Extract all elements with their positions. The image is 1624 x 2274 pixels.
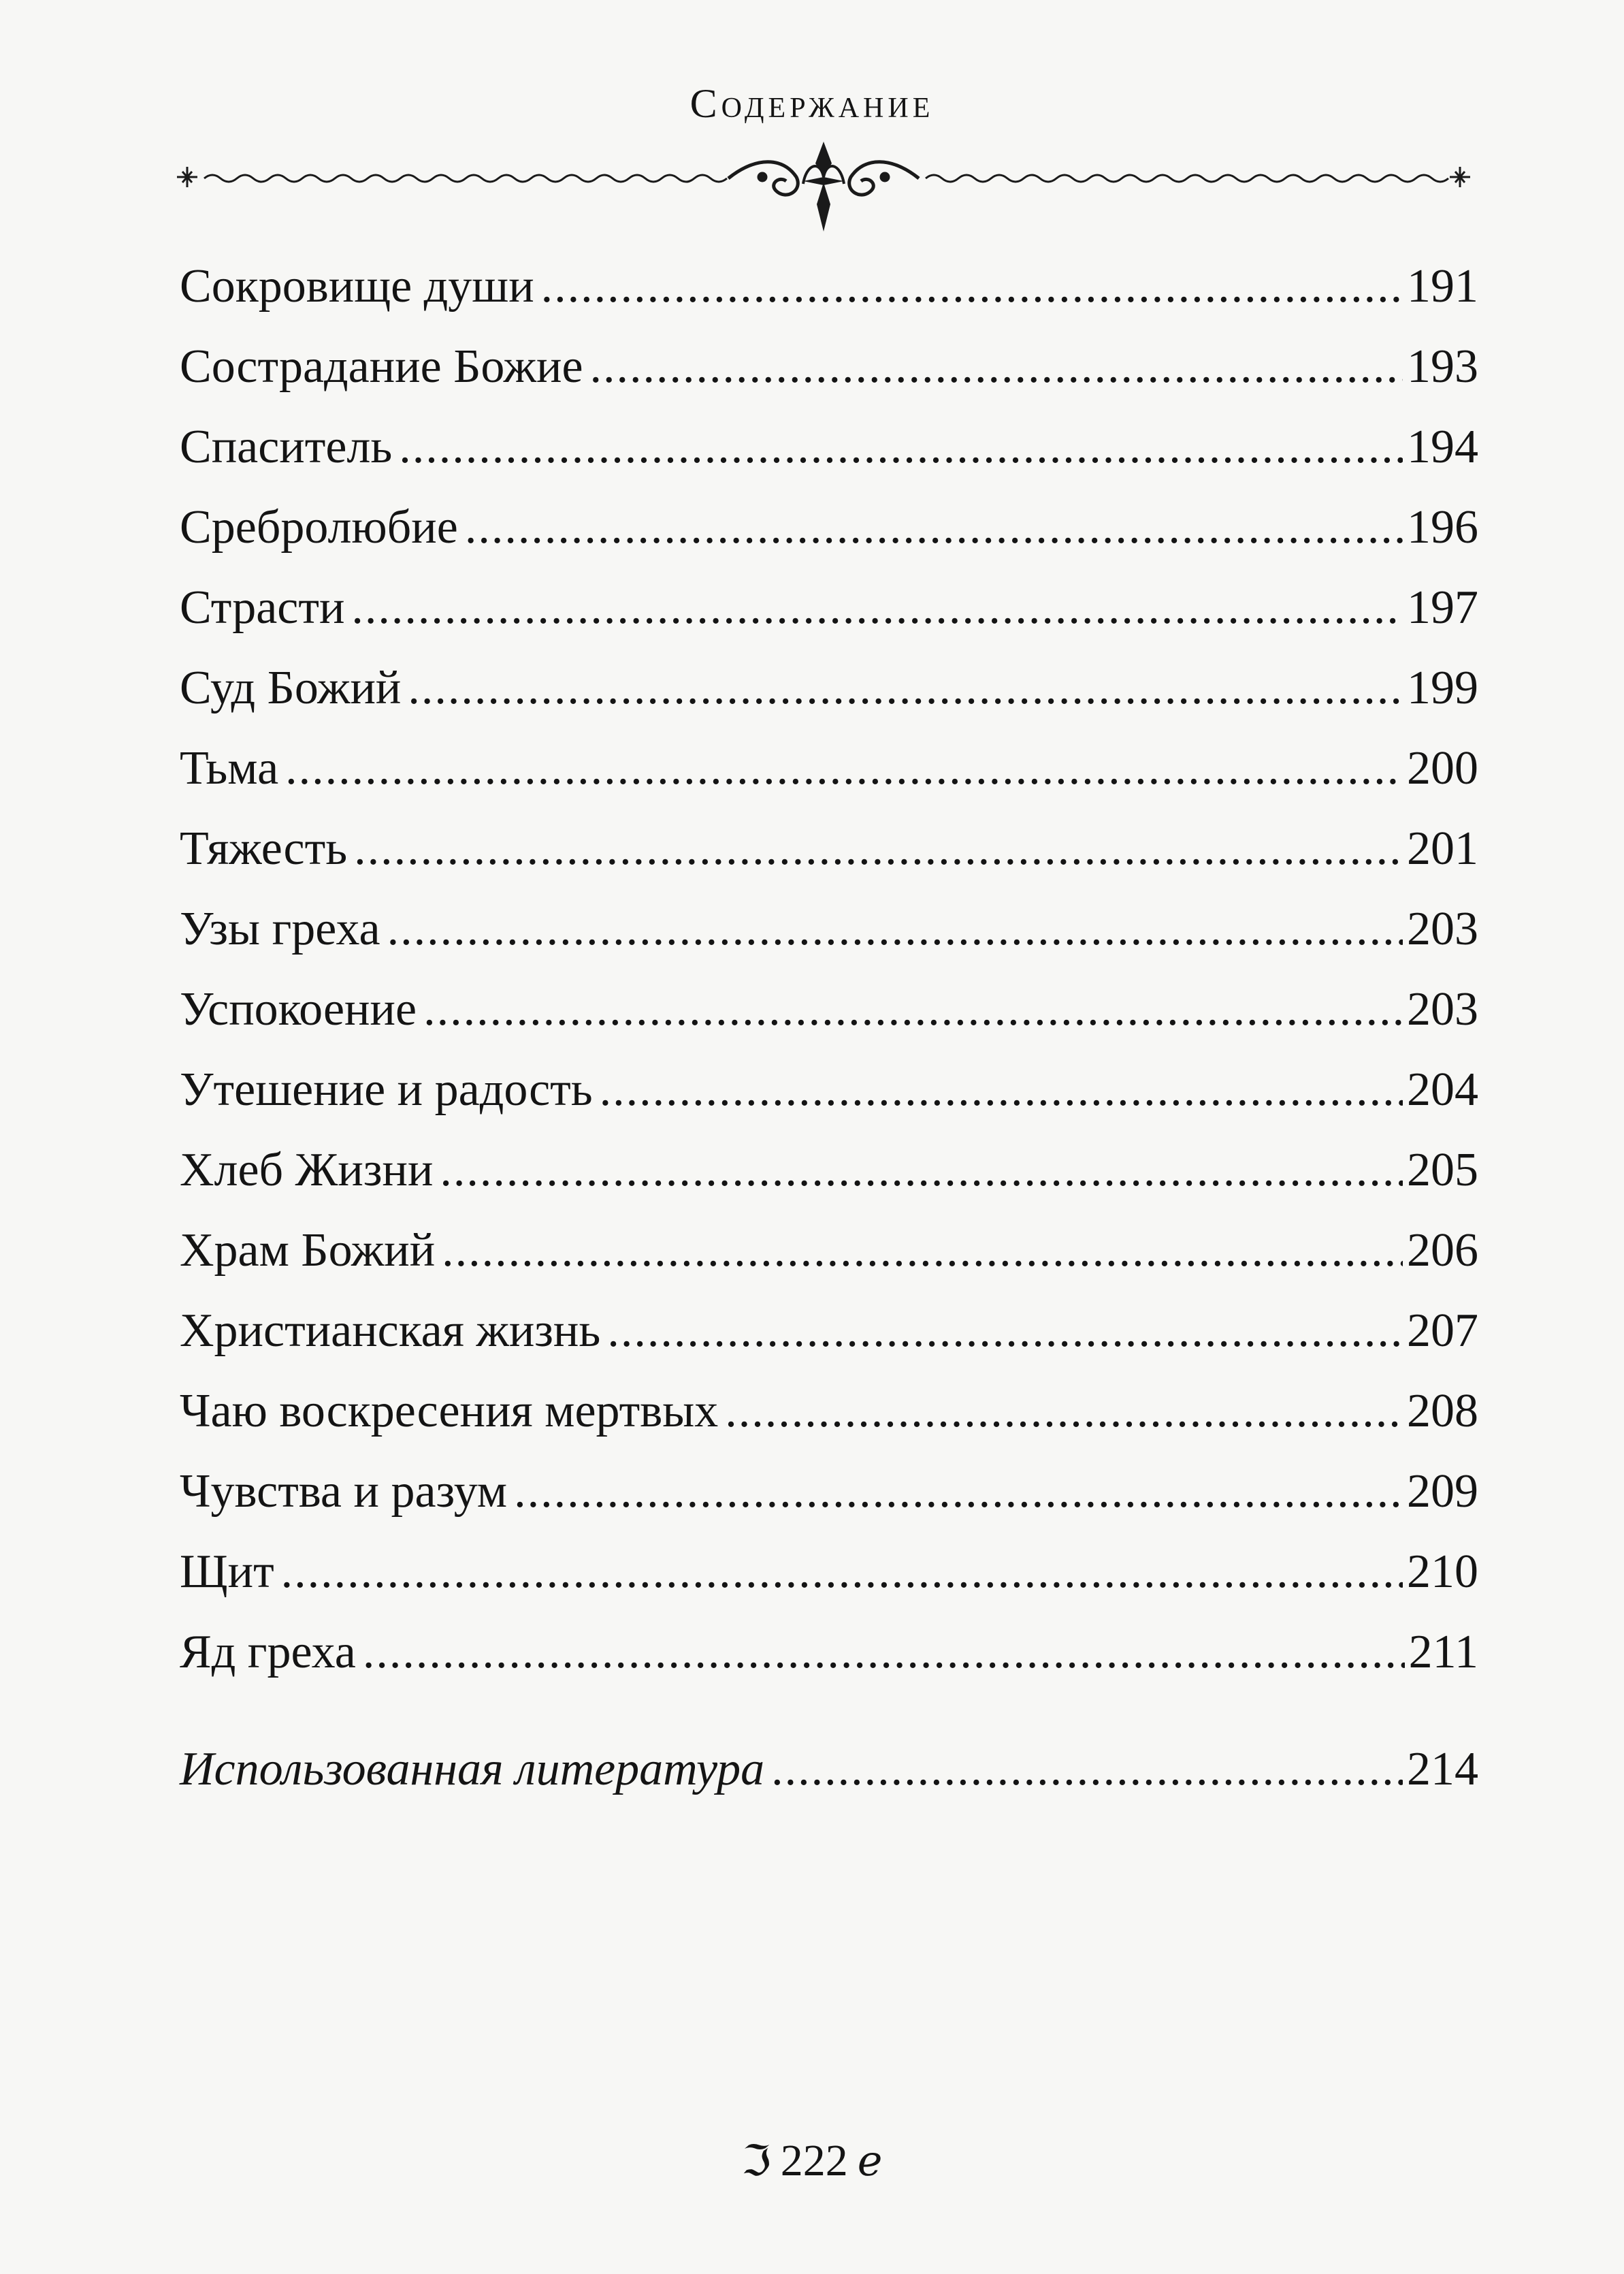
toc-entry[interactable] bbox=[180, 1291, 1478, 1371]
toc-entry-page: 191 bbox=[1407, 260, 1478, 313]
toc-entry-bibliography[interactable] bbox=[180, 1729, 1478, 1810]
toc-entry-page: 193 bbox=[1407, 340, 1478, 393]
table-of-contents bbox=[180, 246, 1478, 1810]
dot-leader bbox=[541, 246, 1403, 327]
dot-leader bbox=[399, 407, 1403, 487]
toc-entry-page: 196 bbox=[1407, 501, 1478, 554]
toc-entry[interactable] bbox=[180, 1211, 1478, 1291]
toc-entry-title: Страсти bbox=[180, 581, 345, 634]
toc-entry[interactable] bbox=[180, 487, 1478, 568]
toc-entry-page: 203 bbox=[1407, 983, 1478, 1036]
toc-entry-page: 214 bbox=[1407, 1743, 1478, 1795]
page-footer bbox=[0, 2131, 1624, 2187]
toc-entry[interactable] bbox=[180, 648, 1478, 728]
toc-entry[interactable] bbox=[180, 1532, 1478, 1612]
toc-entry[interactable] bbox=[180, 1050, 1478, 1130]
dot-leader bbox=[771, 1729, 1403, 1810]
toc-entry-title: Чувства и разум bbox=[180, 1465, 508, 1518]
toc-entry-page: 208 bbox=[1407, 1385, 1478, 1437]
toc-entry-title: Утешение и радость bbox=[180, 1063, 593, 1116]
dot-leader bbox=[607, 1291, 1403, 1371]
toc-entry-page: 200 bbox=[1407, 742, 1478, 795]
toc-entry-title: Тьма bbox=[180, 742, 279, 795]
toc-entry-page: 205 bbox=[1407, 1144, 1478, 1196]
toc-entry[interactable] bbox=[180, 1452, 1478, 1532]
toc-entry-title: Христианская жизнь bbox=[180, 1304, 601, 1357]
toc-entry-title: Тяжесть bbox=[180, 822, 348, 875]
toc-entry-title: Сребролюбие bbox=[180, 501, 458, 554]
toc-entry[interactable] bbox=[180, 1612, 1478, 1693]
page-title: Содержание bbox=[689, 81, 935, 126]
ornament-divider bbox=[170, 136, 1477, 238]
toc-entry-page: 210 bbox=[1407, 1546, 1478, 1598]
toc-entry-title: Чаю воскресения мертвых bbox=[180, 1385, 719, 1437]
toc-entry-page: 206 bbox=[1407, 1224, 1478, 1277]
dot-leader bbox=[442, 1211, 1403, 1291]
toc-entry-page: 201 bbox=[1407, 822, 1478, 875]
dot-leader bbox=[590, 327, 1403, 407]
toc-entry-title: Сокровище души bbox=[180, 260, 534, 313]
toc-entry[interactable] bbox=[180, 246, 1478, 327]
dot-leader bbox=[440, 1130, 1403, 1211]
toc-entry-title: Суд Божий bbox=[180, 662, 402, 714]
toc-entry-title: Спаситель bbox=[180, 421, 393, 473]
dot-leader bbox=[725, 1371, 1403, 1452]
dot-leader bbox=[465, 487, 1403, 568]
toc-entry[interactable] bbox=[180, 1371, 1478, 1452]
toc-entry[interactable] bbox=[180, 327, 1478, 407]
toc-entry-title: Использованная литература bbox=[180, 1743, 765, 1795]
dot-leader bbox=[285, 728, 1403, 809]
toc-entry-page: 197 bbox=[1407, 581, 1478, 634]
toc-entry-page: 211 bbox=[1408, 1626, 1478, 1678]
toc-entry[interactable] bbox=[180, 407, 1478, 487]
toc-entry-page: 204 bbox=[1407, 1063, 1478, 1116]
dot-leader bbox=[387, 889, 1403, 970]
dot-leader bbox=[600, 1050, 1403, 1130]
toc-entry-title: Храм Божий bbox=[180, 1224, 436, 1277]
toc-entry-title: Успокоение bbox=[180, 983, 417, 1036]
toc-entry[interactable] bbox=[180, 568, 1478, 648]
left-flourish-icon: ℑ bbox=[741, 2138, 771, 2185]
toc-entry[interactable] bbox=[180, 889, 1478, 970]
toc-entry[interactable] bbox=[180, 1130, 1478, 1211]
toc-entry-title: Яд греха bbox=[180, 1626, 356, 1678]
dot-leader bbox=[281, 1532, 1403, 1612]
dot-leader bbox=[363, 1612, 1405, 1693]
dot-leader bbox=[423, 970, 1403, 1050]
toc-entry-title: Щит bbox=[180, 1546, 274, 1598]
dot-leader bbox=[351, 568, 1403, 648]
toc-entry-title: Узы греха bbox=[180, 903, 380, 955]
toc-entry[interactable] bbox=[180, 970, 1478, 1050]
toc-entry-page: 207 bbox=[1407, 1304, 1478, 1357]
toc-entry-page: 209 bbox=[1407, 1465, 1478, 1518]
right-flourish-icon: ℯ bbox=[857, 2138, 883, 2185]
toc-entry[interactable] bbox=[180, 809, 1478, 889]
toc-entry-page: 194 bbox=[1407, 421, 1478, 473]
toc-entry-title: Хлеб Жизни bbox=[180, 1144, 434, 1196]
dot-leader bbox=[514, 1452, 1403, 1532]
page-number: 222 bbox=[780, 2135, 848, 2185]
toc-entry[interactable] bbox=[180, 728, 1478, 809]
toc-entry-title: Сострадание Божие bbox=[180, 340, 583, 393]
dot-leader bbox=[408, 648, 1403, 728]
dot-leader bbox=[354, 809, 1403, 889]
toc-entry-page: 199 bbox=[1407, 662, 1478, 714]
toc-entry-page: 203 bbox=[1407, 903, 1478, 955]
